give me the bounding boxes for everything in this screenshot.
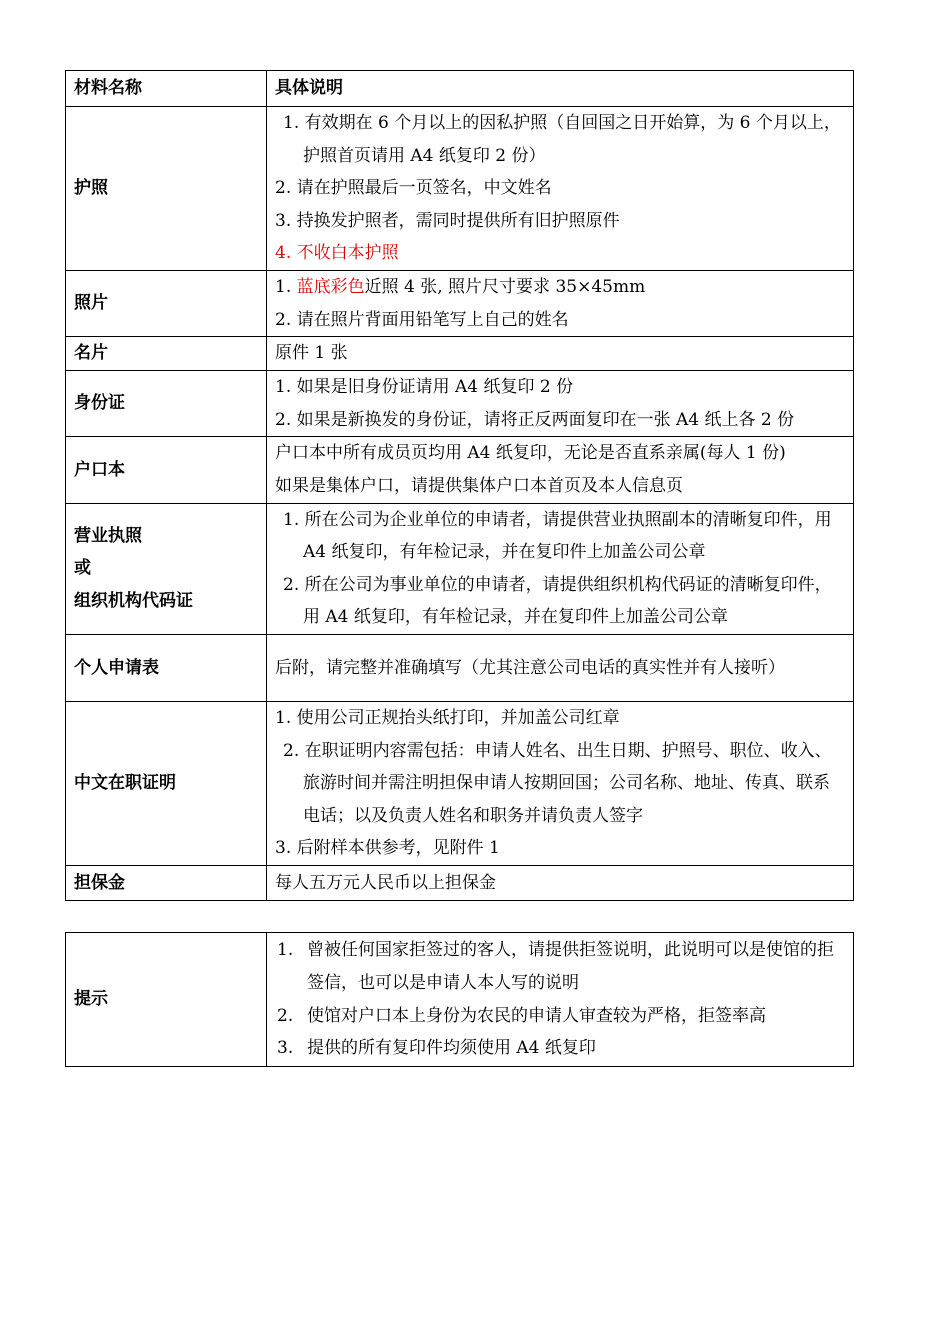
tips-label: 提示 <box>66 933 267 1067</box>
photo-item-1 <box>275 271 845 304</box>
business-license-label-line-1: 营业执照 <box>74 525 142 546</box>
business-license-label-line-2: 或 <box>74 558 91 579</box>
employment-item-2: 2. 在职证明内容需包括：申请人姓名、出生日期、护照号、职位、收入、旅游时间并需注明担保申请人按期回国；公司名称、地址、传真、联系电话；以及负责人姓名和职务并请负责人签字 <box>283 740 832 826</box>
tip-text-1: 曾被任何国家拒签过的客人，请提供拒签说明，此说明可以是使馆的拒签信，也可以是申请人本人写的说明 <box>307 940 834 993</box>
row-content-employment-certificate <box>267 701 854 865</box>
row-label-id-card: 身份证 <box>66 371 267 437</box>
row-label-passport: 护照 <box>66 107 267 271</box>
table-row-employment-certificate <box>66 701 854 865</box>
business-license-label-line-3: 组织机构代码证 <box>74 591 193 612</box>
passport-item-2: 2. 请在护照最后一页签名，中文姓名 <box>275 178 552 199</box>
header-description: 具体说明 <box>267 71 854 107</box>
household-item-2: 如果是集体户口，请提供集体户口本首页及本人信息页 <box>275 475 683 496</box>
tip-number-3: 3. <box>277 1038 294 1059</box>
row-content-passport <box>267 107 854 271</box>
employment-item-1: 1. 使用公司正规抬头纸打印，并加盖公司红章 <box>275 707 620 728</box>
tip-number-1: 1. <box>277 940 294 961</box>
id-card-item-1: 1. 如果是旧身份证请用 A4 纸复印 2 份 <box>275 377 574 398</box>
passport-item-4: 4. 不收白本护照 <box>275 243 399 264</box>
row-label-application-form: 个人申请表 <box>66 634 267 701</box>
tip-text-3: 提供的所有复印件均须使用 A4 纸复印 <box>307 1038 596 1059</box>
tip-item-3 <box>277 1032 845 1065</box>
passport-item-3: 3. 持换发护照者，需同时提供所有旧护照原件 <box>275 210 620 231</box>
row-content-application-form: 后附，请完整并准确填写（尤其注意公司电话的真实性并有人接听） <box>267 634 854 701</box>
table-row-application-form <box>66 634 854 701</box>
id-card-item-2: 2. 如果是新换发的身份证，请将正反两面复印在一张 A4 纸上各 2 份 <box>275 409 795 430</box>
passport-item-1: 1. 有效期在 6 个月以上的因私护照（自回国之日开始算，为 6 个月以上，护照首页请用 A4 纸复印 2 份） <box>283 113 841 166</box>
household-item-1: 户口本中所有成员页均用 A4 纸复印，无论是否直系亲属(每人 1 份) <box>275 443 786 464</box>
photo-item-1-text: 近照 4 张, 照片尺寸要求 35×45mm <box>364 277 646 297</box>
table-header-row <box>66 71 854 107</box>
table-row-photo <box>66 271 854 337</box>
tip-item-1 <box>277 934 845 999</box>
tip-item-2 <box>277 1000 845 1033</box>
row-content-deposit: 每人五万元人民币以上担保金 <box>267 865 854 900</box>
tip-number-2: 2. <box>277 1005 294 1026</box>
row-label-household-register: 户口本 <box>66 437 267 503</box>
business-license-item-1: 1. 所在公司为企业单位的申请者，请提供营业执照副本的清晰复印件，用 A4 纸复印，有年检记录，并在复印件上加盖公司公章 <box>283 509 832 563</box>
header-material-name: 材料名称 <box>66 71 267 107</box>
tips-table <box>65 932 854 1067</box>
employment-item-3: 3. 后附样本供参考，见附件 1 <box>275 838 500 859</box>
row-content-photo <box>267 271 854 337</box>
table-row-household-register <box>66 437 854 503</box>
row-label-business-card: 名片 <box>66 337 267 371</box>
photo-item-2: 2. 请在照片背面用铅笔写上自己的姓名 <box>275 309 569 330</box>
table-row-passport <box>66 107 854 271</box>
table-row-deposit <box>66 865 854 900</box>
row-label-photo: 照片 <box>66 271 267 337</box>
row-content-business-license <box>267 503 854 634</box>
row-content-id-card <box>267 371 854 437</box>
row-label-business-license <box>66 503 267 634</box>
row-label-deposit: 担保金 <box>66 865 267 900</box>
row-content-business-card: 原件 1 张 <box>267 337 854 371</box>
table-row-business-license <box>66 503 854 634</box>
photo-blue-background-highlight: 蓝底彩色 <box>296 277 365 297</box>
table-row-business-card <box>66 337 854 371</box>
business-license-item-2: 2. 所在公司为事业单位的申请者，请提供组织机构代码证的清晰复印件，用 A4 纸复印，有年检记录，并在复印件上加盖公司公章 <box>283 574 832 628</box>
row-label-employment-certificate: 中文在职证明 <box>66 701 267 865</box>
requirements-table <box>65 70 854 901</box>
tip-text-2: 使馆对户口本上身份为农民的申请人审查较为严格，拒签率高 <box>307 1005 766 1026</box>
tips-row <box>66 933 854 1067</box>
row-content-household-register <box>267 437 854 503</box>
tips-content <box>267 933 854 1067</box>
table-row-id-card <box>66 371 854 437</box>
photo-item-1-number: 1. <box>275 277 297 297</box>
